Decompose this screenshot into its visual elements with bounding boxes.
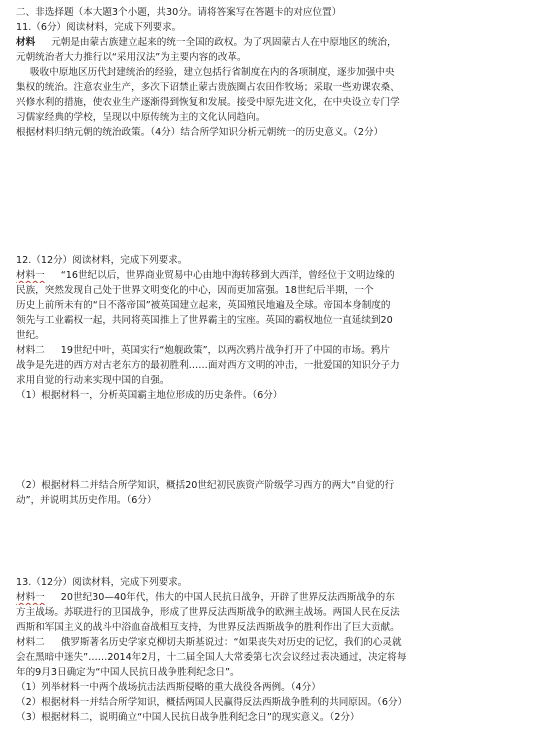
q11-material-line-5: 兴修水利的措施，使农业生产逐渐得到恢复和发展。接受中原先进文化，在中央设立专门学 — [16, 97, 400, 108]
q13-material2-line-3: 年的9月3日确定为“中国人民抗日战争胜利纪念日”。 — [16, 667, 240, 678]
q12-material1-line-1 — [16, 269, 521, 283]
q12-material1-text: “16世纪以后，世界商业贸易中心由地中海转移到大西洋，曾经位于文明边缘的 — [60, 270, 395, 281]
q12-material2-text: 19世纪中叶，英国实行“炮舰政策”，以两次鸦片战争打开了中国的市场。鸦片 — [60, 345, 390, 356]
q12-sub1: （1）根据材料一，分析英国霸主地位形成的历史条件。（6分） — [16, 390, 283, 401]
q11-material-line-3: 吸收中原地区历代封建统治的经验，建立包括行省制度在内的各项制度，逐步加强中央 — [30, 67, 395, 78]
q13-material1-text: 20世纪30—40年代，伟大的中国人民抗日战争，开辟了世界反法西斯战争的东 — [60, 592, 395, 603]
q12-material1-line-2: 民族，突然发现自己处于世界文明变化的中心，因而更加富强。18世纪后半期，一个 — [16, 285, 374, 296]
q11-title: 11.（6分）阅读材料，完成下列要求。 — [16, 22, 182, 33]
q12-title: 12.（12分）阅读材料，完成下列要求。 — [16, 255, 188, 266]
q13-title: 13.（12分）阅读材料，完成下列要求。 — [16, 577, 188, 588]
q12-material2-line-2: 战争是先进的西方对古老东方的最初胜利……面对西方文明的冲击，一批爱国的知识分子力 — [16, 360, 400, 371]
q13-material1-line-3: 西斯和军国主义的战斗中浴血奋战相互支持，为世界反法西斯战争的胜利作出了巨大贡献。 — [16, 622, 400, 633]
q13-material1-line-2: 方主战场。苏联进行的卫国战争，形成了世界反法西斯战争的欧洲主战场。两国人民在反法 — [16, 607, 400, 618]
q13-sub3: （3）根据材料二，说明确立“中国人民抗日战争胜利纪念日”的现实意义。（2分） — [16, 712, 360, 723]
q12-sub2-line-2: 动”，并说明其历史作用。（6分） — [16, 495, 157, 506]
q11-material-line-4: 集权的统治。注意农业生产，多次下诏禁止蒙古贵族圈占农田作牧场；采取一些劝课农桑、 — [16, 82, 400, 93]
q13-material1-line-1 — [16, 591, 521, 605]
q13-sub2: （2）根据材料一并结合所学知识，概括两国人民赢得反法西斯战争胜利的共同原因。（6分） — [16, 697, 408, 708]
q11-material-line-2: 元朝统治者大力推行以“采用汉法”为主要内容的改革。 — [16, 52, 247, 63]
q12-material2-label: 材料二 — [16, 345, 45, 356]
q13-sub1: （1）列举材料一中两个战场抗击法西斯侵略的重大战役各两例。（4分） — [16, 682, 321, 693]
q11-material-label: 材料 — [16, 37, 36, 48]
q13-material2-label: 材料二 — [16, 637, 45, 648]
q12-material1-line-5: 世纪。 — [16, 330, 45, 341]
q11-question: 根据材料归纳元朝的统治政策。（4分）结合所学知识分析元朝统一的历史意义。（2分） — [16, 127, 384, 138]
section-header: 二、非选择题（本大题3个小题，共30分。请将答案写在答题卡的对应位置） — [16, 7, 342, 18]
q11-material-line-1 — [16, 36, 521, 50]
q13-material2-text: 俄罗斯著名历史学家克柳切夫斯基说过：“如果丧失对历史的记忆，我们的心灵就 — [60, 637, 402, 648]
q12-material2-line-1 — [16, 344, 521, 358]
q12-sub2-line-1: （2）根据材料二并结合所学知识，概括20世纪初民族资产阶级学习西方的两大“自觉的行 — [16, 480, 395, 491]
q12-material1-line-3: 历史上前所未有的“日不落帝国”被英国建立起来，英国殖民地遍及全球。帝国本身制度的 — [16, 300, 391, 311]
q13-material1-label: 材料一 — [16, 592, 45, 603]
q12-material1-label: 材料一 — [16, 270, 45, 281]
q13-material2-line-2: 会在黑暗中迷失”……2014年2月，十二届全国人大常委第七次会议经过表决通过，决定将每 — [16, 652, 407, 663]
q11-material-line-6: 习儒家经典的学校，呈现以中原传统为主的文化认同趋向。 — [16, 112, 266, 123]
q12-material1-line-4: 领先与工业霸权一起，共同将英国推上了世界霸主的宝座。英国的霸权地位一直延续到20 — [16, 315, 393, 326]
q12-material2-line-3: 求用自觉的行动来实现中国的自强。 — [16, 375, 170, 386]
q11-material-text: 元朝是由蒙古族建立起来的统一全国的政权。为了巩固蒙古人在中原地区的统治， — [51, 37, 397, 48]
q13-material2-line-1 — [16, 636, 521, 650]
